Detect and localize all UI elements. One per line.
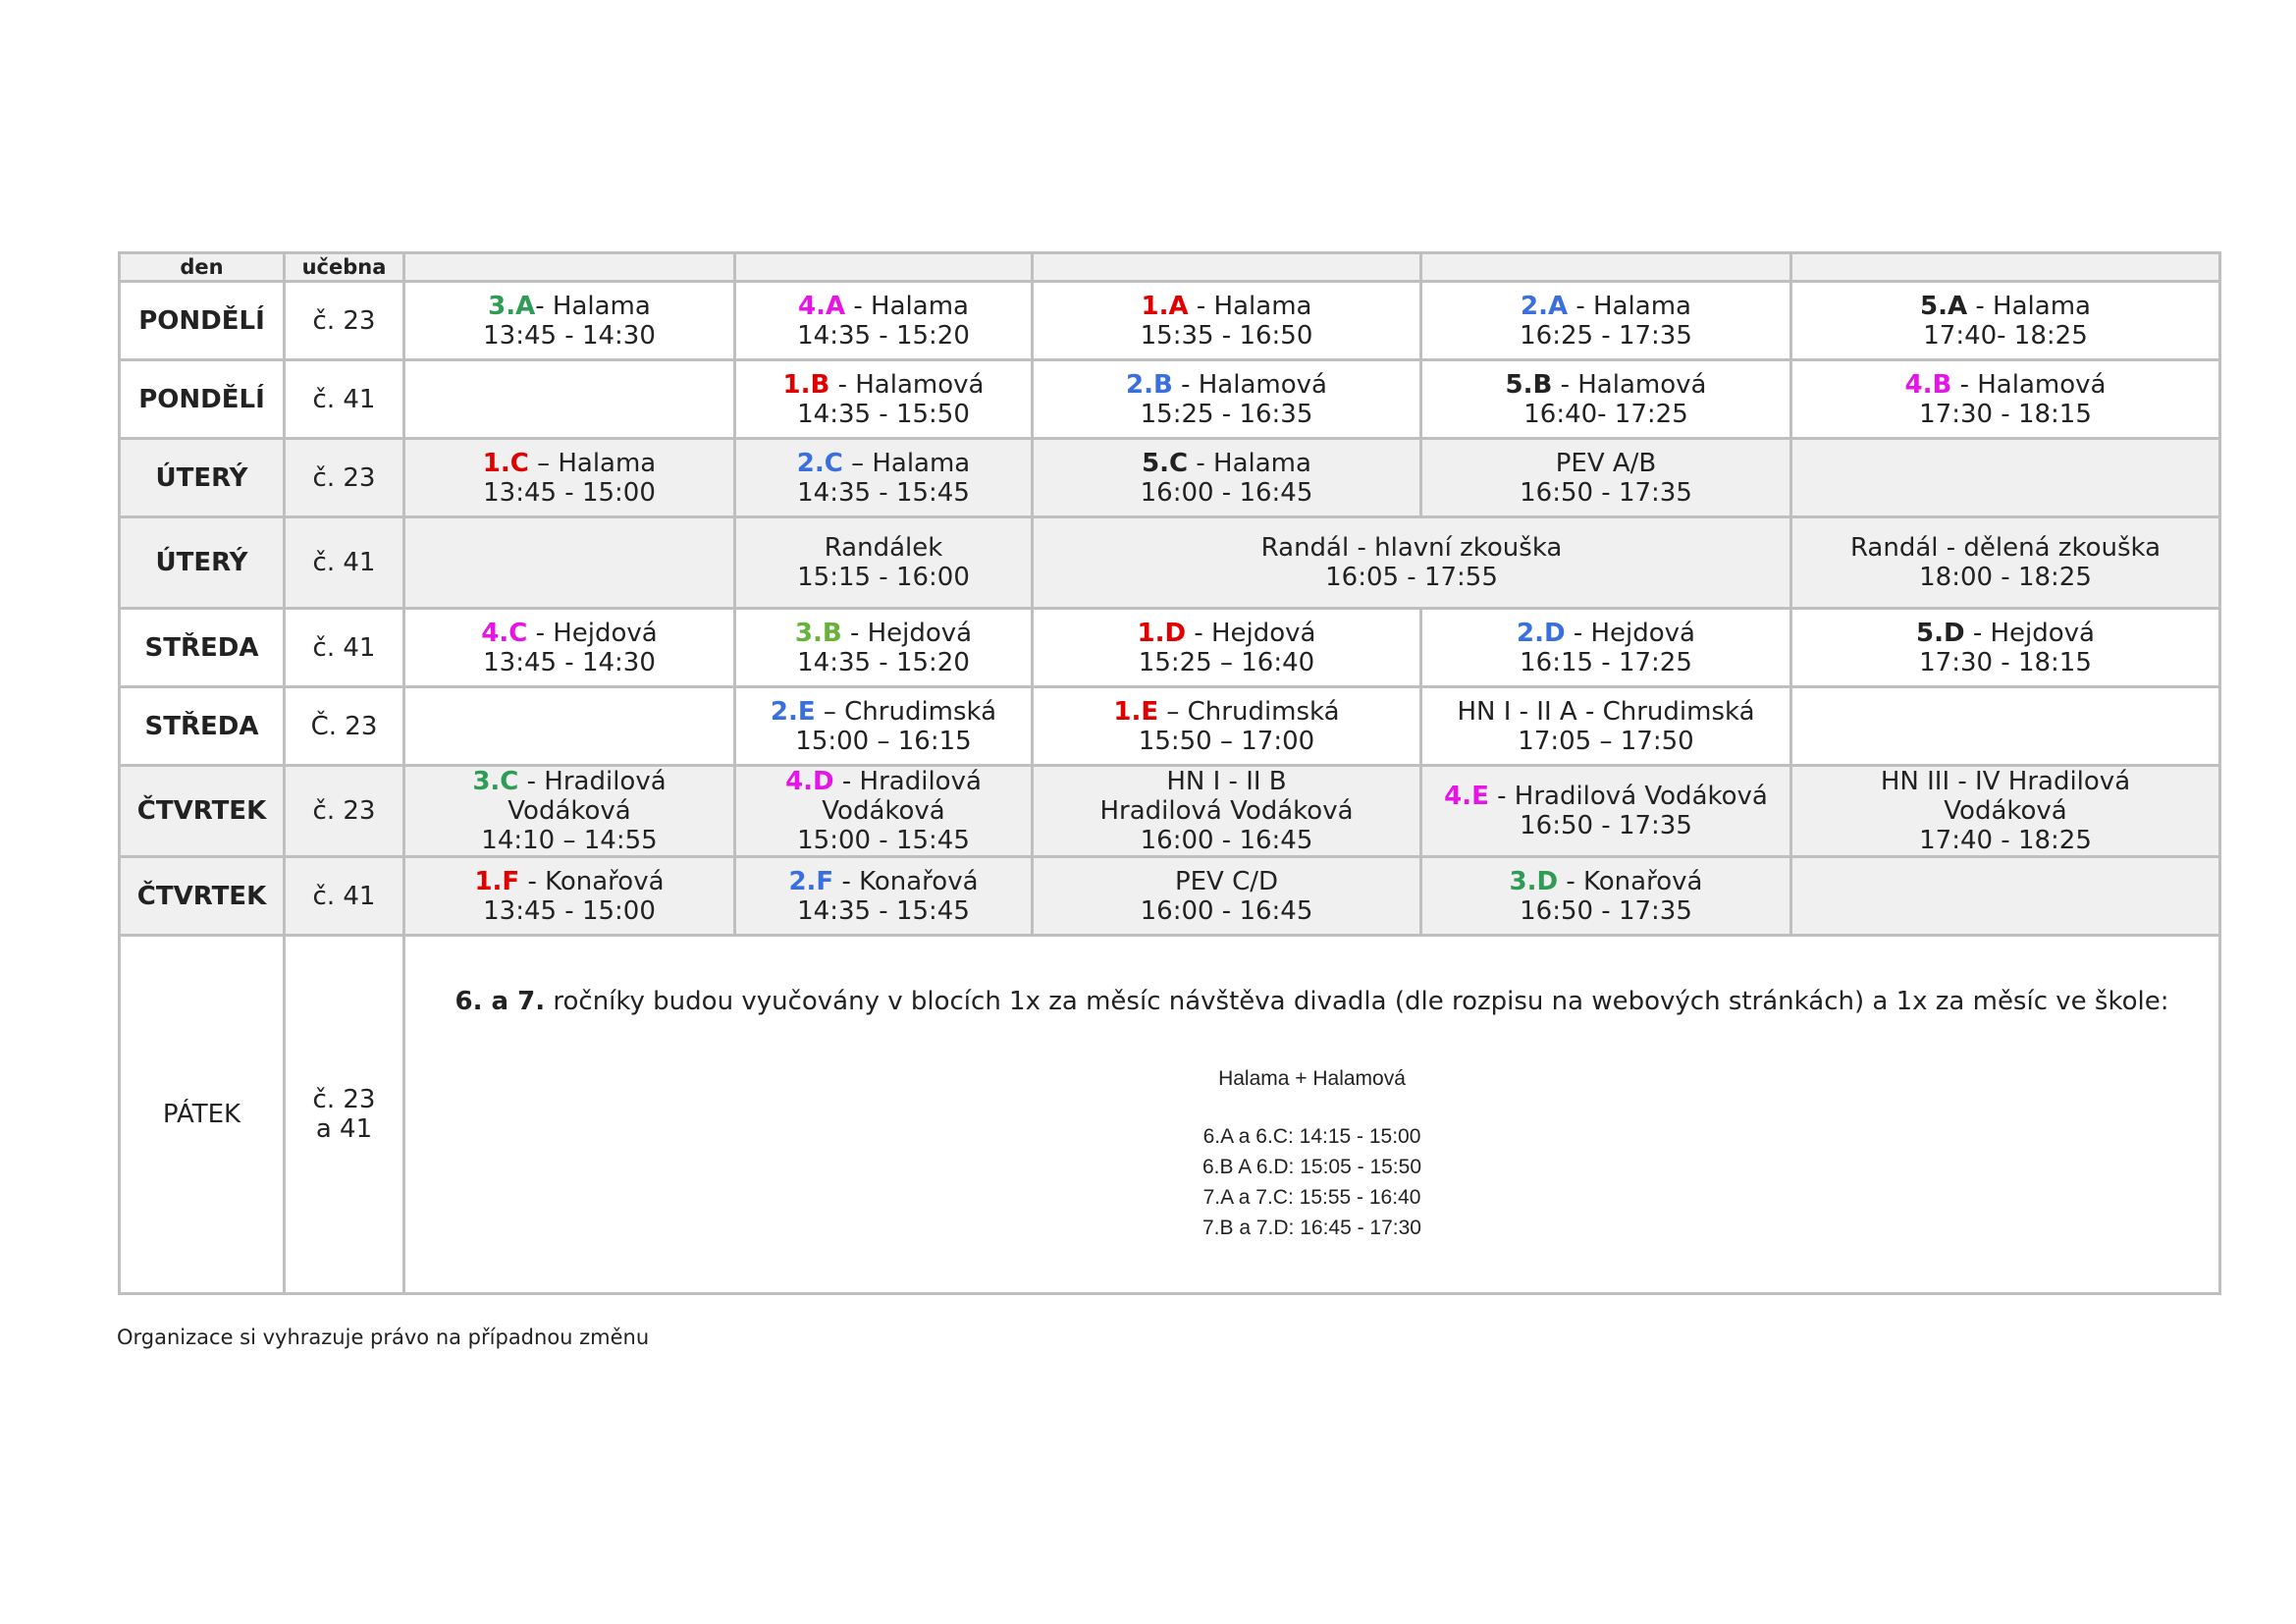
- lesson-cell: [1421, 766, 1791, 857]
- lesson-title: [1426, 619, 1786, 648]
- class-label: 2.C: [796, 448, 843, 478]
- lesson-line: 14:35 - 15:50: [797, 399, 970, 429]
- header-empty: [404, 253, 735, 282]
- schedule-row: [120, 609, 2220, 687]
- lesson-cell: [404, 766, 735, 857]
- lesson-line: 16:00 - 16:45: [1140, 826, 1313, 855]
- lesson-title: [1796, 370, 2215, 400]
- class-label: 4.A: [798, 291, 846, 321]
- teachers-line: Halama + Halamová: [1218, 1066, 1406, 1090]
- class-label: 1.F: [474, 866, 520, 896]
- lesson-title: [1426, 867, 1786, 896]
- day-cell: PÁTEK: [120, 936, 285, 1294]
- teacher-name: – Chrudimská: [815, 696, 997, 727]
- lesson-line: 14:35 - 15:45: [797, 895, 970, 926]
- day-cell: STŘEDA: [120, 609, 285, 687]
- lesson-line: PEV C/D: [1174, 866, 1279, 896]
- lesson-title: [1038, 449, 1415, 478]
- header-empty: [1033, 253, 1421, 282]
- class-label: 5.B: [1505, 369, 1553, 400]
- day-cell: ÚTERÝ: [120, 439, 285, 517]
- day-cell: ČTVRTEK: [120, 766, 285, 857]
- day-cell: PONDĚLÍ: [120, 282, 285, 360]
- lesson-line: 15:00 - 15:45: [797, 826, 970, 855]
- block-line: 6.A a 6.C: 14:15 - 15:00: [1202, 1124, 1421, 1148]
- lesson-cell: [404, 282, 735, 360]
- teacher-name: - Hradilová: [833, 767, 982, 796]
- lesson-cell: [1033, 687, 1421, 766]
- room-cell: č. 23: [285, 766, 404, 857]
- lesson-line: Randál - dělená zkouška: [1849, 533, 2162, 563]
- lesson-title: [1796, 292, 2215, 321]
- friday-row: [120, 936, 2220, 1294]
- lesson-title: [1796, 619, 2215, 648]
- lesson-cell: [404, 857, 735, 936]
- lesson-cell: [1033, 282, 1421, 360]
- teacher-name: - Halama: [535, 291, 651, 321]
- class-label: 2.E: [770, 696, 816, 727]
- teacher-name: - Halamová: [829, 369, 985, 400]
- schedule-row: [120, 687, 2220, 766]
- room-cell: č. 41: [285, 517, 404, 609]
- teacher-name: - Konařová: [519, 866, 665, 896]
- class-label: 4.C: [481, 618, 528, 648]
- schedule-row: [120, 439, 2220, 517]
- lesson-title: [740, 697, 1027, 727]
- teacher-name: - Konařová: [1558, 866, 1703, 896]
- class-label: 4.E: [1444, 782, 1489, 811]
- lesson-line: 16:00 - 16:45: [1140, 895, 1313, 926]
- block-line: 7.B a 7.D: 16:45 - 17:30: [1202, 1216, 1421, 1239]
- teacher-name: – Chrudimská: [1158, 696, 1340, 727]
- lesson-line: 15:25 - 16:35: [1140, 399, 1313, 429]
- lesson-line: PEV A/B: [1555, 448, 1657, 478]
- block-line: 7.A a 7.C: 15:55 - 16:40: [1202, 1185, 1421, 1209]
- lesson-title: [740, 867, 1027, 896]
- lesson-line: Hradilová Vodáková: [1099, 796, 1354, 826]
- friday-note: [409, 987, 2215, 1016]
- lesson-cell: [1033, 439, 1421, 517]
- lesson-cell: [1421, 857, 1791, 936]
- lesson-cell: [1791, 609, 2220, 687]
- header-room: učebna: [285, 253, 404, 282]
- lesson-line: Vodáková: [1944, 796, 2067, 826]
- room-line: č. 23: [312, 1085, 376, 1114]
- teacher-name: - Halama: [1568, 291, 1691, 321]
- class-label: 2.B: [1126, 369, 1173, 400]
- lesson-line: 13:45 - 14:30: [483, 647, 656, 677]
- lesson-cell: [1421, 282, 1791, 360]
- lesson-cell: [404, 439, 735, 517]
- day-cell: ÚTERÝ: [120, 517, 285, 609]
- schedule-body: [120, 253, 2220, 1294]
- lesson-line: 16:15 - 17:25: [1520, 647, 1692, 677]
- class-label: 3.A: [488, 291, 536, 321]
- teacher-name: - Halama: [1188, 291, 1312, 321]
- teacher-name: - Hejdová: [1964, 618, 2095, 648]
- lesson-title: [1038, 292, 1415, 321]
- header-empty: [735, 253, 1033, 282]
- block-line: 6.B A 6.D: 15:05 - 15:50: [1202, 1155, 1421, 1178]
- lesson-cell: [1791, 360, 2220, 439]
- empty-cell: [404, 687, 735, 766]
- lesson-line: 18:00 - 18:25: [1919, 563, 2092, 592]
- lesson-title: [409, 767, 729, 796]
- day-cell: ČTVRTEK: [120, 857, 285, 936]
- lesson-cell: [735, 609, 1033, 687]
- lesson-cell: [1033, 517, 1791, 609]
- teacher-name: - Halamová: [1951, 369, 2107, 400]
- lesson-cell: [1791, 517, 2220, 609]
- lesson-title: [740, 449, 1027, 478]
- lesson-cell: [735, 439, 1033, 517]
- teacher-name: - Halama: [1967, 291, 2091, 321]
- class-label: 4.B: [1904, 369, 1952, 400]
- lesson-title: [740, 370, 1027, 400]
- lesson-line: 13:45 - 15:00: [483, 477, 656, 508]
- lesson-cell: [735, 766, 1033, 857]
- friday-note-cell: [404, 936, 2220, 1294]
- lesson-title: [1038, 619, 1415, 648]
- schedule-row: [120, 857, 2220, 936]
- lesson-title: [740, 619, 1027, 648]
- teacher-name: - Hradilová Vodáková: [1488, 782, 1768, 811]
- lesson-cell: [735, 282, 1033, 360]
- lesson-line: Vodáková: [507, 796, 631, 826]
- day-cell: STŘEDA: [120, 687, 285, 766]
- lesson-line: 16:50 - 17:35: [1520, 895, 1692, 926]
- room-cell: č. 23: [285, 282, 404, 360]
- lesson-line: Randál - hlavní zkouška: [1260, 533, 1563, 563]
- class-label: 5.C: [1142, 448, 1189, 478]
- lesson-cell: [1033, 360, 1421, 439]
- lesson-title: [1426, 370, 1786, 400]
- class-label: 2.F: [788, 866, 834, 896]
- teacher-name: - Konařová: [833, 866, 979, 896]
- schedule-row: [120, 517, 2220, 609]
- lesson-line: 16:05 - 17:55: [1325, 563, 1498, 592]
- lesson-line: HN III - IV Hradilová: [1880, 767, 2131, 796]
- class-label: 1.C: [482, 448, 529, 478]
- class-label: 3.C: [472, 767, 519, 796]
- class-label: 5.A: [1920, 291, 1968, 321]
- class-label: 2.D: [1517, 618, 1566, 648]
- class-label: 5.D: [1916, 618, 1965, 648]
- lesson-line: 17:40 - 18:25: [1919, 826, 2092, 855]
- empty-cell: [404, 517, 735, 609]
- schedule-row: [120, 766, 2220, 857]
- lesson-line: 13:45 - 14:30: [483, 320, 656, 351]
- lesson-cell: [1421, 439, 1791, 517]
- lesson-line: 17:40- 18:25: [1923, 320, 2088, 351]
- teacher-name: – Halama: [528, 448, 657, 478]
- lesson-title: [409, 619, 729, 648]
- empty-cell: [1791, 857, 2220, 936]
- lesson-line: 16:00 - 16:45: [1140, 477, 1313, 508]
- lesson-title: [1426, 782, 1786, 811]
- lesson-cell: [1421, 687, 1791, 766]
- class-label: 1.E: [1113, 696, 1159, 727]
- room-cell: Č. 23: [285, 687, 404, 766]
- lesson-line: 17:05 – 17:50: [1518, 726, 1694, 756]
- footer-note: Organizace si vyhrazuje právo na případnou změnu: [117, 1326, 650, 1349]
- class-label: 1.A: [1141, 291, 1189, 321]
- lesson-line: 14:35 - 15:45: [797, 477, 970, 508]
- lesson-title: [740, 292, 1027, 321]
- room-cell: č. 41: [285, 609, 404, 687]
- lesson-title: [1038, 370, 1415, 400]
- teacher-name: - Hejdová: [527, 618, 658, 648]
- lesson-line: Vodáková: [822, 796, 945, 826]
- schedule-row: [120, 360, 2220, 439]
- lesson-cell: [735, 857, 1033, 936]
- lesson-line: 16:50 - 17:35: [1520, 811, 1692, 840]
- teacher-name: - Hejdová: [1186, 618, 1316, 648]
- lesson-cell: [1421, 609, 1791, 687]
- lesson-title: [409, 292, 729, 321]
- class-label: 4.D: [785, 767, 834, 796]
- lesson-line: 13:45 - 15:00: [483, 895, 656, 926]
- teacher-name: - Halama: [1188, 448, 1311, 478]
- lesson-title: [409, 449, 729, 478]
- header-row: [120, 253, 2220, 282]
- header-day: den: [120, 253, 285, 282]
- lesson-line: 14:35 - 15:20: [797, 320, 970, 351]
- teacher-name: - Halamová: [1172, 369, 1327, 400]
- lesson-line: 15:15 - 16:00: [797, 563, 970, 592]
- teacher-name: - Hejdová: [841, 618, 973, 648]
- lesson-line: 17:30 - 18:15: [1919, 647, 2092, 677]
- lesson-line: 15:25 – 16:40: [1138, 647, 1315, 677]
- note-text: ročníky budou vyučovány v blocích 1x za měsíc návštěva divadla (dle rozpisu na webových stránkách) a 1x za měsíc ve škole:: [545, 986, 2169, 1016]
- day-cell: PONDĚLÍ: [120, 360, 285, 439]
- empty-cell: [1791, 439, 2220, 517]
- lesson-cell: [735, 687, 1033, 766]
- header-empty: [1791, 253, 2220, 282]
- schedule-row: [120, 282, 2220, 360]
- lesson-cell: [1791, 766, 2220, 857]
- class-label: 3.B: [794, 618, 842, 648]
- lesson-title: [740, 767, 1027, 796]
- lesson-cell: [1791, 282, 2220, 360]
- teacher-name: - Halama: [845, 291, 969, 321]
- teacher-name: – Halama: [842, 448, 971, 478]
- lesson-cell: [735, 517, 1033, 609]
- lesson-cell: [1421, 360, 1791, 439]
- room-line: a 41: [315, 1114, 373, 1144]
- friday-blocks: [409, 1063, 2215, 1243]
- class-label: 3.D: [1509, 866, 1559, 896]
- lesson-line: 14:35 - 15:20: [797, 647, 970, 677]
- lesson-title: [1426, 292, 1786, 321]
- lesson-line: 17:30 - 18:15: [1919, 399, 2092, 429]
- lesson-line: 14:10 – 14:55: [481, 826, 658, 855]
- class-label: 1.D: [1137, 618, 1187, 648]
- lesson-cell: [1033, 609, 1421, 687]
- class-label: 1.B: [782, 369, 830, 400]
- lesson-line: HN I - II A - Chrudimská: [1457, 696, 1755, 727]
- room-cell: č. 41: [285, 360, 404, 439]
- teacher-name: - Halamová: [1552, 369, 1707, 400]
- spacer: [409, 1094, 2215, 1121]
- lesson-line: 16:50 - 17:35: [1520, 477, 1692, 508]
- room-cell: č. 23: [285, 439, 404, 517]
- lesson-line: 15:35 - 16:50: [1140, 320, 1313, 351]
- empty-cell: [404, 360, 735, 439]
- lesson-line: 15:50 – 17:00: [1138, 726, 1315, 756]
- lesson-title: [409, 867, 729, 896]
- teacher-name: - Hejdová: [1565, 618, 1695, 648]
- teacher-name: - Hradilová: [518, 767, 667, 796]
- room-cell: [285, 936, 404, 1294]
- class-label: 2.A: [1521, 291, 1569, 321]
- lesson-line: 16:25 - 17:35: [1520, 320, 1692, 351]
- schedule-table: [118, 251, 2221, 1295]
- lesson-line: HN I - II B: [1166, 767, 1287, 796]
- lesson-cell: [404, 609, 735, 687]
- lesson-line: 16:40- 17:25: [1523, 399, 1688, 429]
- note-bold: 6. a 7.: [454, 986, 546, 1016]
- lesson-title: [1038, 697, 1415, 727]
- lesson-line: 15:00 – 16:15: [795, 726, 972, 756]
- room-cell: č. 41: [285, 857, 404, 936]
- empty-cell: [1791, 687, 2220, 766]
- lesson-line: Randálek: [824, 533, 943, 563]
- lesson-cell: [1033, 766, 1421, 857]
- header-empty: [1421, 253, 1791, 282]
- lesson-cell: [1033, 857, 1421, 936]
- lesson-cell: [735, 360, 1033, 439]
